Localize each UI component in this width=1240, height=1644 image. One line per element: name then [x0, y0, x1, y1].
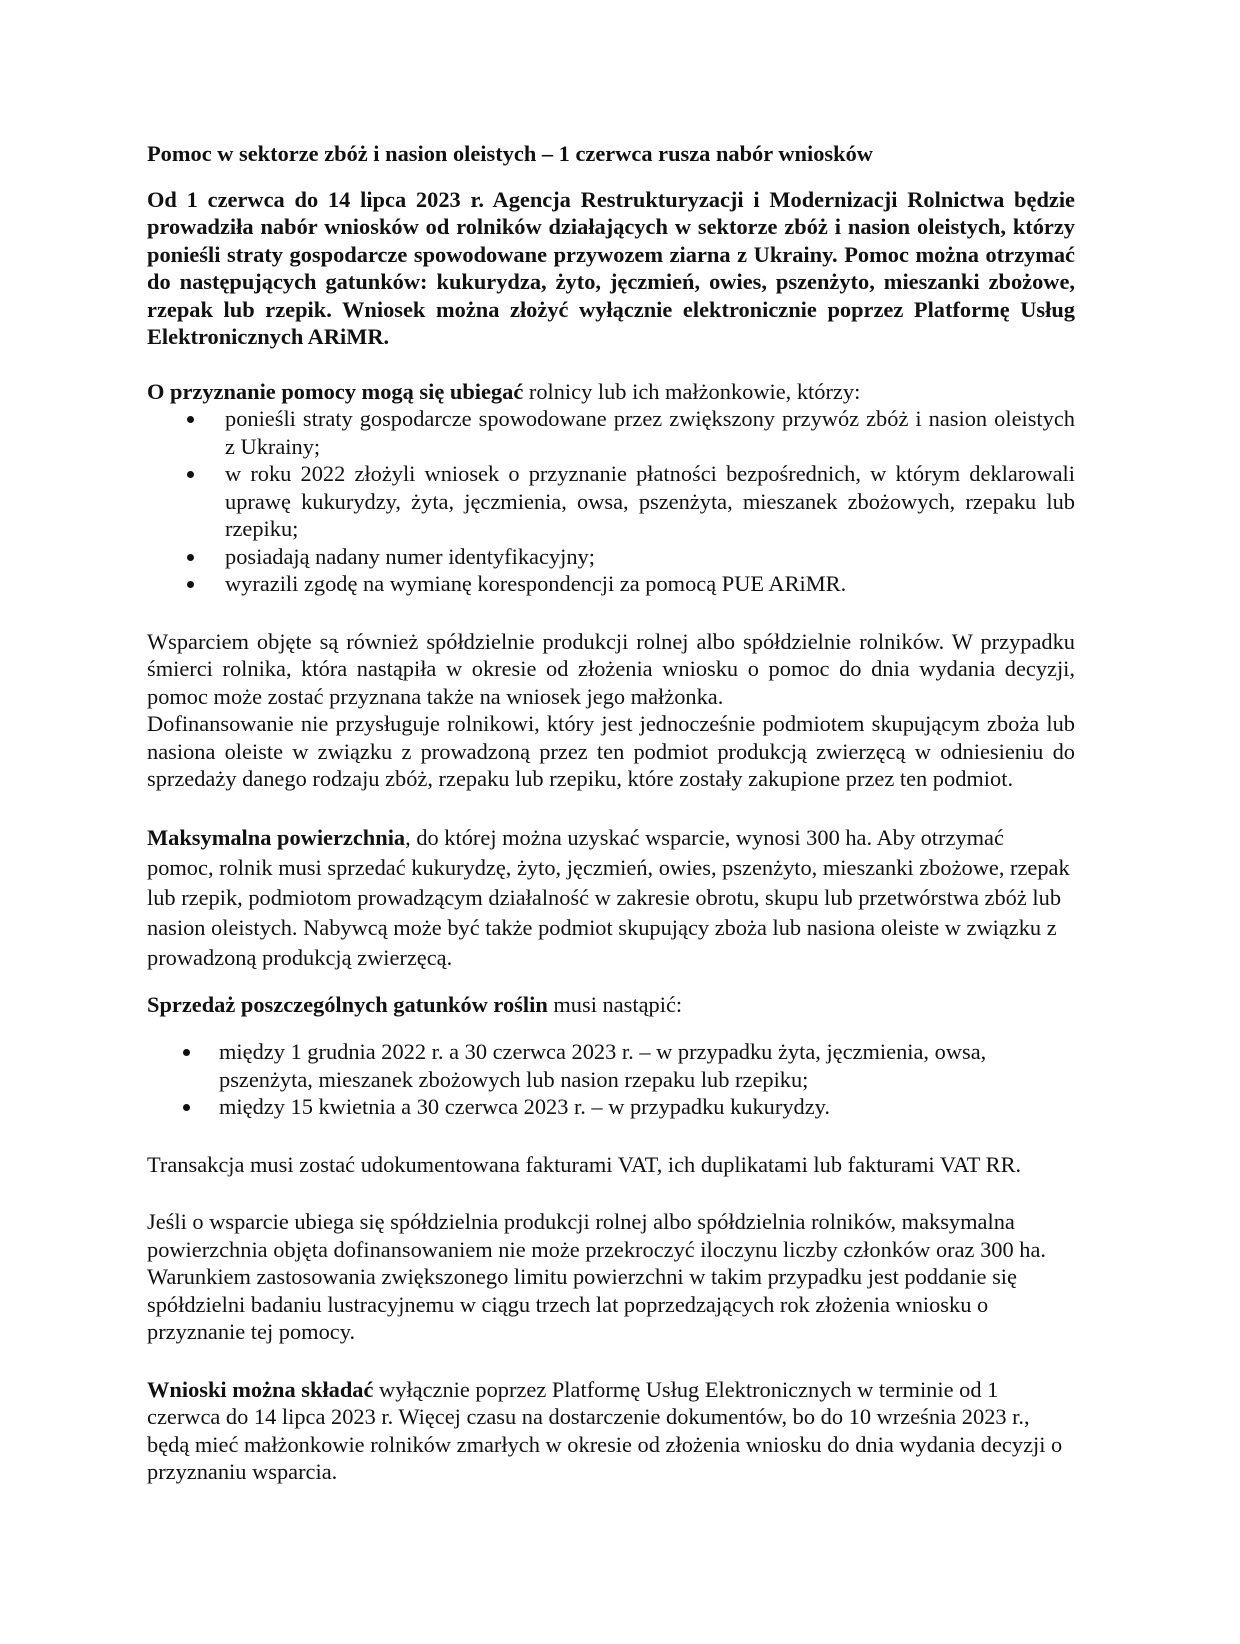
- applications-paragraph: [147, 1376, 1075, 1486]
- support-paragraph-1: Wsparciem objęte są również spółdzielnie produkcji rolnej albo spółdzielnie rolników. W przypadku śmierci rolnika, która nastąpiła w okresie od złożenia wniosku o pomoc do dnia wydania decyzji, pomoc może zostać przyznana także na wniosek jego małżonka.: [147, 628, 1075, 709]
- list-item: [147, 460, 1075, 543]
- document-page: [147, 140, 1075, 1486]
- max-area-paragraph: [147, 823, 1075, 973]
- list-item: [147, 1093, 1075, 1121]
- max-area-bold: Maksymalna powierzchnia: [147, 824, 406, 850]
- list-item-text: ponieśli straty gospodarcze spowodowane przez zwiększony przywóz zbóż i nasion oleistych z Ukrainy;: [225, 406, 1075, 459]
- eligibility-list: [147, 405, 1075, 598]
- lead-paragraph: Od 1 czerwca do 14 lipca 2023 r. Agencja Restrukturyzacji i Modernizacji Rolnictwa będzie prowadziła nabór wniosków od rolników działających w sektorze zbóż i nasion oleistych, którzy ponieśli straty gospodarcze spowodowane przywozem ziarna z Ukrainy. Pomoc można otrzymać do następujących gatunków: kukurydza, żyto, jęczmień, owies, pszenżyto, mieszanki zbożowe, rzepak lub rzepik. Wniosek można złożyć wyłącznie elektronicznie poprzez Platformę Usług Elektronicznych ARiMR.: [147, 186, 1075, 349]
- support-paragraph-2: Dofinansowanie nie przysługuje rolnikowi, który jest jednocześnie podmiotem skupującym zboża lub nasiona oleiste w związku z prowadzoną przez ten podmiot produkcją zwierzęcą w odniesieniu do sprzedaży danego rodzaju zbóż, rzepaku lub rzepiku, które zostały zakupione przez ten podmiot.: [147, 711, 1075, 791]
- eligibility-intro-bold: O przyznanie pomocy mogą się ubiegać: [147, 378, 524, 404]
- sales-list: [147, 1038, 1075, 1121]
- max-area-text: , do której można uzyskać wsparcie, wynosi 300 ha. Aby otrzymać pomoc, rolnik musi sprzedać kukurydzę, żyto, jęczmień, owies, pszenżyto, mieszanki zbożowe, rzepak lub rzepik, podmiotom prowadzącym działalność w zakresie obrotu, skupu lub przetwórstwa zbóż lub nasion oleistych. Nabywcą może być także podmiot skupujący zboża lub nasiona oleiste w związku z prowadzoną produkcją zwierzęcą.: [147, 824, 1070, 970]
- sales-intro-bold: Sprzedaż poszczególnych gatunków roślin: [147, 991, 548, 1017]
- cooperative-paragraph: Jeśli o wsparcie ubiega się spółdzielnia produkcji rolnej albo spółdzielnia rolników, maksymalna powierzchnia objęta dofinansowaniem nie może przekroczyć iloczynu liczby członków oraz 300 ha. Warunkiem zastosowania zwiększonego limitu powierzchni w takim przypadku jest poddanie się spółdzielni badaniu lustracyjnemu w ciągu trzech lat poprzedzających rok złożenia wniosku o przyznanie tej pomocy.: [147, 1209, 1046, 1344]
- eligibility-intro-text: rolnicy lub ich małżonkowie, którzy:: [523, 378, 861, 404]
- sales-intro-text: musi nastąpić:: [547, 991, 683, 1017]
- list-item: [147, 543, 1075, 571]
- document-title: Pomoc w sektorze zbóż i nasion oleistych – 1 czerwca rusza nabór wniosków: [147, 141, 873, 166]
- list-item: [147, 1038, 1075, 1093]
- applications-text: wyłącznie poprzez Platformę Usług Elektronicznych w terminie od 1 czerwca do 14 lipca 2023 r. Więcej czasu na dostarczenie dokumentów, bo do 10 września 2023 r., będą mieć małżonkowie rolników zmarłych w okresie od złożenia wniosku do dnia wydania decyzji o przyznaniu wsparcia.: [147, 1376, 1063, 1484]
- bullet-icon: [187, 554, 194, 561]
- list-item-text: w roku 2022 złożyli wniosek o przyznanie płatności bezpośrednich, w którym deklarowali uprawę kukurydzy, żyta, jęczmienia, owsa, pszenżyta, mieszanek zbożowych, rzepaku lub rzepiku;: [225, 461, 1075, 541]
- bullet-icon: [183, 1049, 190, 1056]
- list-item-text: między 15 kwietnia a 30 czerwca 2023 r. – w przypadku kukurydzy.: [219, 1094, 830, 1119]
- bullet-icon: [183, 1104, 190, 1111]
- list-item-text: między 1 grudnia 2022 r. a 30 czerwca 2023 r. – w przypadku żyta, jęczmienia, owsa, pszenżyta, mieszanek zbożowych lub nasion rzepaku lub rzepiku;: [219, 1039, 987, 1092]
- bullet-icon: [187, 581, 194, 588]
- list-item-text: wyrazili zgodę na wymianę korespondencji za pomocą PUE ARiMR.: [225, 571, 847, 596]
- bullet-icon: [187, 471, 194, 478]
- bullet-icon: [187, 416, 194, 423]
- list-item: [147, 405, 1075, 460]
- list-item: [147, 570, 1075, 598]
- sales-intro: [147, 991, 1075, 1019]
- applications-bold: Wnioski można składać: [147, 1376, 374, 1402]
- eligibility-intro: [147, 378, 1075, 406]
- transaction-paragraph: Transakcja musi zostać udokumentowana fakturami VAT, ich duplikatami lub fakturami VAT RR.: [147, 1151, 1022, 1177]
- list-item-text: posiadają nadany numer identyfikacyjny;: [225, 543, 595, 569]
